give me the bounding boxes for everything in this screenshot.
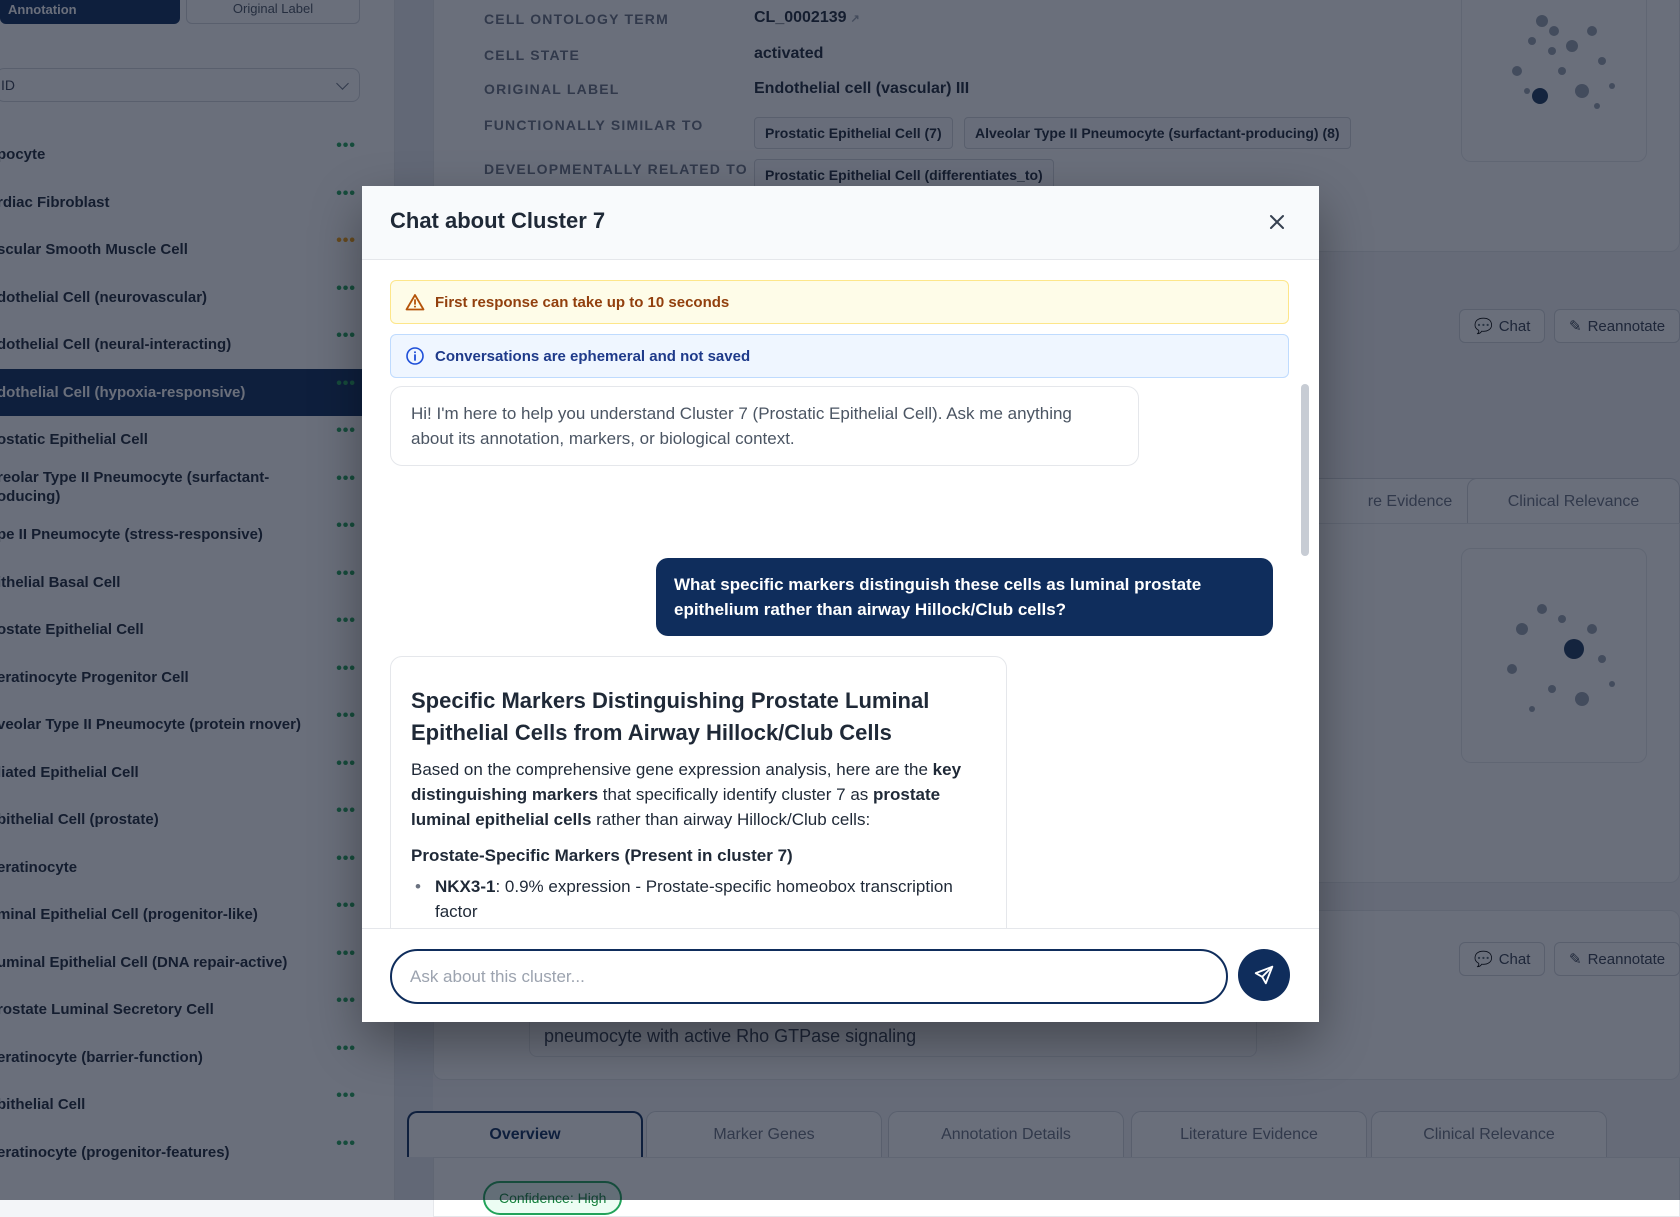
info-icon [405,346,425,366]
user-message: What specific markers distinguish these cells as luminal prostate epithelium rather than airway Hillock/Club cells? [656,558,1273,636]
assistant-greeting-message: Hi! I'm here to help you understand Cluster 7 (Prostatic Epithelial Cell). Ask me anything about its annotation, markers, or biological context. [390,386,1139,466]
marker-item: • NKX3-1: 0.9% expression - Prostate-specific homeobox transcription factor [411,874,986,924]
info-text: Conversations are ephemeral and not saved [435,347,751,365]
response-intro: Based on the comprehensive gene expression analysis, here are the key distinguishing markers that specifically identify cluster 7 as prostate luminal epithelial cells rather than airway Hillock/Club cells: [411,760,962,829]
close-button[interactable] [1263,208,1291,236]
chat-scrollbar[interactable] [1301,384,1309,924]
assistant-response-message [390,656,1007,956]
response-section-title: Prostate-Specific Markers (Present in cluster 7) [411,846,793,865]
send-icon [1253,964,1275,986]
chat-input[interactable] [390,949,1228,1004]
response-title: Specific Markers Distinguishing Prostate Luminal Epithelial Cells from Airway Hillock/Club Cells [411,688,930,745]
chat-modal [362,186,1319,1022]
chat-composer [362,928,1319,1022]
modal-title: Chat about Cluster 7 [390,208,606,233]
scrollbar-thumb[interactable] [1301,384,1309,556]
response-time-warning [390,280,1289,324]
close-icon [1268,213,1286,231]
modal-header [362,186,1319,260]
warning-text: First response can take up to 10 seconds [435,293,730,311]
warning-icon [405,293,425,311]
send-button[interactable] [1238,949,1290,1001]
chat-messages[interactable] [362,260,1319,928]
ephemeral-info [390,334,1289,378]
